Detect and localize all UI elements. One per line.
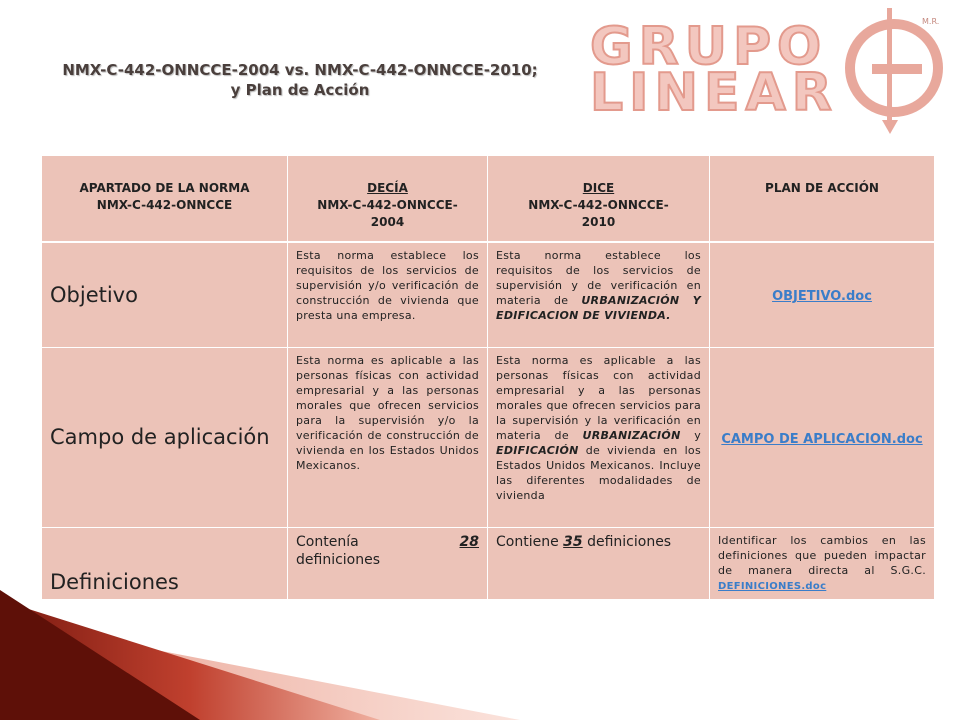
campo-dice	[488, 347, 710, 527]
row-label-campo: Campo de aplicación	[42, 347, 288, 527]
grupo-linear-logo	[582, 0, 952, 140]
objetivo-dice-text: Esta norma establece los requisitos de los servicios de supervisión y de verificación en materia de	[496, 249, 701, 307]
row-label-objetivo: Objetivo	[42, 242, 288, 347]
comparison-table	[41, 155, 935, 600]
definiciones-decia-label: Contenía	[296, 533, 359, 550]
definiciones-dice-suffix: definiciones	[582, 533, 672, 550]
definiciones-dice-label: Contiene	[496, 533, 564, 550]
campo-dice-text3: de vivienda en los Estados Unidos Mexicanos. Incluye las diferentes modalidades de vivienda	[496, 443, 701, 502]
header-dice	[488, 156, 710, 243]
logo-text-line2: LINEAR	[590, 63, 838, 123]
header-decia-line3: 2004	[370, 215, 405, 229]
slide-title-line2: y Plan de Acción	[230, 81, 370, 99]
header-plan	[710, 156, 935, 243]
header-apartado	[42, 156, 288, 243]
objetivo-dice	[488, 242, 710, 347]
header-dice-line1: DICE	[582, 181, 615, 195]
definiciones-decia-suffix: definiciones	[296, 551, 381, 568]
table-row-definiciones	[42, 527, 935, 599]
definiciones-plan-text: Identificar los cambios en las definiciones que pueden impactar de manera directa al S.G.C.	[718, 533, 926, 577]
header-dice-line2: NMX-C-442-ONNCCE-	[528, 198, 669, 212]
header-apartado-line1: APARTADO DE LA NORMA	[79, 181, 250, 195]
definiciones-decia	[288, 527, 488, 599]
decorative-swoosh	[0, 590, 520, 720]
header-plan-label: PLAN DE ACCIÓN	[765, 181, 879, 195]
campo-dice-text2: y	[680, 428, 702, 442]
definiciones-plan	[710, 527, 935, 599]
objetivo-doc-link[interactable]: OBJETIVO.doc	[772, 289, 872, 305]
campo-decia: Esta norma es aplicable a las personas físicas con actividad empresarial y a las personas morales que ofrecen servicios para la supervisión y/o la verificación de construcción de vivienda en los Estados Unidos Mexicanos.	[288, 347, 488, 527]
definiciones-dice	[488, 527, 710, 599]
definiciones-dice-count: 35	[563, 533, 583, 550]
table-header-row	[42, 156, 935, 243]
logo-trademark: M.R.	[922, 17, 940, 26]
campo-plan	[710, 347, 935, 527]
objetivo-decia: Esta norma establece los requisitos de los servicios de supervisión y/o verificación de construcción de vivienda que presta una empresa.	[288, 242, 488, 347]
table-row-objetivo	[42, 242, 935, 347]
definiciones-doc-link[interactable]: DEFINICIONES.doc	[718, 580, 827, 592]
row-label-definiciones: Definiciones	[42, 527, 288, 599]
campo-doc-link[interactable]: CAMPO DE APLICACION.doc	[721, 431, 923, 447]
logo-g-mark	[850, 8, 938, 134]
objetivo-plan	[710, 242, 935, 347]
objetivo-dice-emphasis: URBANIZACIÓN Y EDIFICACION DE VIVIENDA.	[496, 294, 702, 322]
header-decia-line2: NMX-C-442-ONNCCE-	[317, 198, 458, 212]
slide-title	[20, 60, 580, 100]
header-decia	[288, 156, 488, 243]
campo-dice-emphasis1: URBANIZACIÓN	[582, 428, 681, 442]
campo-dice-text1: Esta norma es aplicable a las personas físicas con actividad empresarial y a las personas morales que ofrecen servicios para la supervisión y la verificación en materia de	[496, 353, 701, 442]
definiciones-decia-count: 28	[459, 533, 479, 550]
campo-dice-emphasis2: EDIFICACIÓN	[496, 443, 579, 457]
header-apartado-line2: NMX-C-442-ONNCCE	[96, 198, 233, 212]
table-row-campo	[42, 347, 935, 527]
header-dice-line3: 2010	[581, 215, 616, 229]
logo-text-line1: GRUPO	[590, 17, 828, 77]
header-decia-line1: DECÍA	[367, 181, 408, 195]
slide-title-line1: NMX-C-442-ONNCCE-2004 vs. NMX-C-442-ONNCCE-2010;	[62, 61, 538, 79]
